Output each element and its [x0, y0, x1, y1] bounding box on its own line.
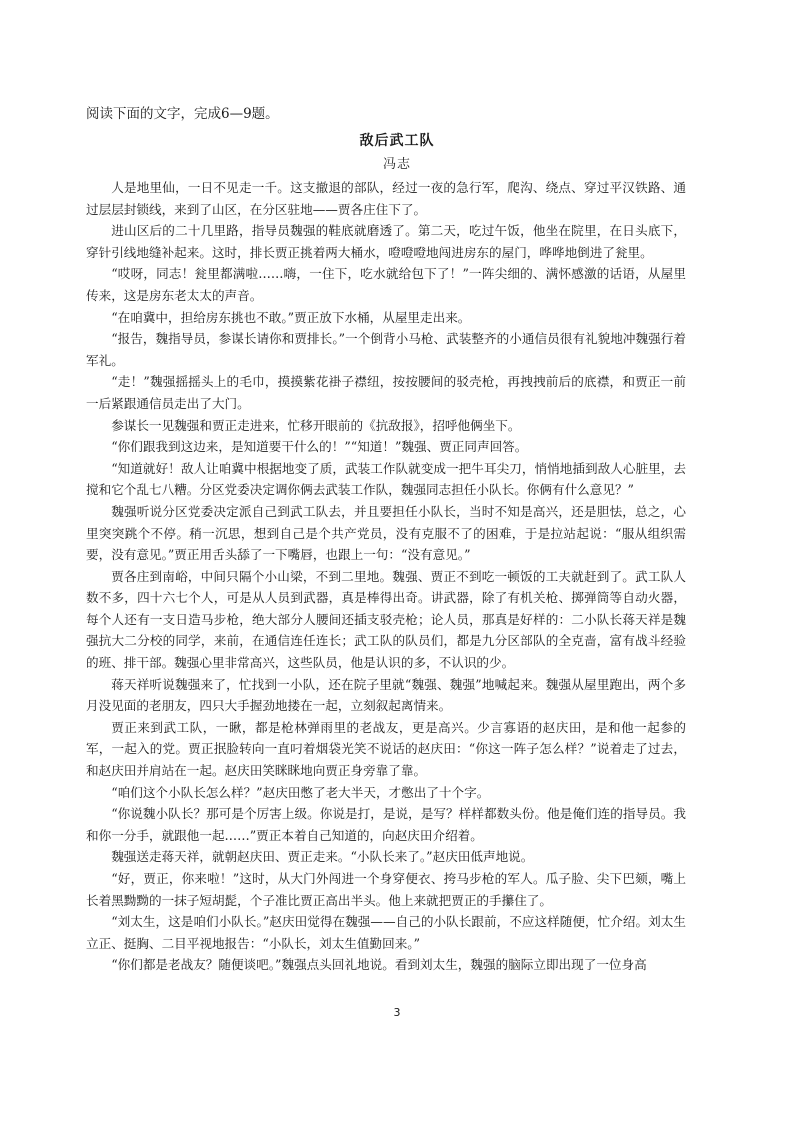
paragraph: “你说魏小队长？那可是个厉害上级。你说是打，是说，是写？样样都数头份。他是俺们连的指导员。我和你一分手，就跟他一起……”贾正本着自己知道的，向赵庆田介绍着。 [86, 806, 686, 843]
paragraph: 进山区后的二十几里路，指导员魏强的鞋底就磨透了。第二天，吃过午饭，他坐在院里，在日头底下，穿针引线地缝补起来。这时，排长贾正挑着两大桶水，噔噔噔地闯进房东的屋门，哗哗地倒进了瓮里。 [86, 223, 686, 260]
paragraph: 贾各庄到南峪，中间只隔个小山梁，不到二里地。魏强、贾正不到吃一顿饭的工夫就赶到了。武工队人数不多，四十六七个人，可是从人员到武器，真是棒得出奇。讲武器，除了有机关枪、掷弹筒等自动火器，每个人还有一支日造马步枪，绝大部分人腰间还插支驳壳枪；论人员，那真是好样的：二小队长蒋天祥是魏强抗大二分校的同学，来前，在通信连任连长；武工队的队员们，都是九分区部队的全克啬，富有战斗经验的班、排干部。魏强心里非常高兴，这些队员，他是认识的多，不认识的少。 [86, 568, 686, 671]
paragraph: “你们跟我到这边来，是知道要干什么的！”“知道！”魏强、贾正同声回答。 [111, 439, 528, 455]
paragraph: “报告，魏指导员，参谋长请你和贾排长。”一个倒背小马枪、武装整齐的小通信员很有礼貌地冲魏强行着军礼。 [86, 331, 686, 368]
paragraph: 贾正来到武工队，一瞅，都是枪林弹雨里的老战友，更是高兴。少言寡语的赵庆田，是和他一起参的军，一起入的党。贾正抿脸转向一直叼着烟袋光笑不说话的赵庆田：“你这一阵子怎么样？”说着走了过去，和赵庆田并肩站在一起。赵庆田笑眯眯地向贾正身旁靠了靠。 [86, 719, 686, 779]
paragraph: 蒋天祥听说魏强来了，忙找到一小队，还在院子里就“魏强、魏强”地喊起来。魏强从屋里跑出，两个多月没见面的老朋友，四只大手握劲地搂在一起，立刻叙起离情来。 [86, 676, 686, 714]
question-instruction: 阅读下面的文字，完成6—9题。 [86, 106, 279, 122]
paragraph: “咱们这个小队长怎么样？”赵庆田憋了老大半天，才憋出了十个字。 [111, 784, 490, 800]
paragraph: “知道就好！敌人让咱冀中根据地变了质，武装工作队就变成一把牛耳尖刀，悄悄地插到敌人心脏里，去搅和它个乱七八糟。分区党委决定调你俩去武装工作队，魏强同志担任小队长。你俩有什么意见？” [86, 460, 686, 498]
paragraph: “哎呀，同志！瓮里都满啦……嗨，一住下，吃水就给包下了！”一阵尖细的、满怀感激的话语，从屋里传来，这是房东老太太的声音。 [86, 266, 686, 303]
paragraph: “好，贾正，你来啦！”这时，从大门外闯进一个身穿便衣、挎马步枪的军人。瓜子脸、尖下巴颏，嘴上长着黑黝黝的一抹子短胡髭，个子准比贾正高出半头。他上来就把贾正的手攥住了。 [86, 871, 686, 908]
paragraph: 人是地里仙，一日不见走一千。这支撤退的部队，经过一夜的急行军，爬沟、绕点、穿过平汉铁路、通过层层封锁线，来到了山区，在分区驻地——贾各庄住下了。 [86, 180, 686, 217]
paragraph: “走！”魏强摇摇头上的毛巾，摸摸紫花褂子襟纽，按按腰间的驳壳枪，再拽拽前后的底襟，和贾正一前一后紧跟通信员走出了大门。 [86, 374, 686, 411]
article-author: 冯志 [382, 157, 411, 172]
paragraph: “你们都是老战友？随便谈吧。”魏强点头回礼地说。看到刘太生，魏强的脑际立即出现了一位身高 [111, 957, 647, 973]
paragraph: 参谋长一见魏强和贾正走进来，忙移开眼前的《抗敌报》，招呼他俩坐下。 [111, 417, 521, 433]
article-body [86, 177, 686, 976]
paragraph: “刘太生，这是咱们小队长。”赵庆田觉得在魏强——自己的小队长跟前，不应这样随便，忙介绍。刘太生立正、挺胸、二目平视地报告：“小队长，刘太生值勤回来。” [86, 914, 686, 951]
paragraph: 魏强送走蒋天祥，就朝赵庆田、贾正走来。“小队长来了。”赵庆田低声地说。 [111, 849, 534, 865]
page-number: 3 [393, 1006, 401, 1019]
paragraph: 魏强听说分区党委决定派自己到武工队去，并且要担任小队长，当时不知是高兴，还是胆怯，总之，心里突突跳个不停。稍一沉思，想到自己是个共产党员，没有克服不了的困难，于是拉站起说：“服从组织需要，没有意见。”贾正用舌头舔了一下嘴唇，也跟上一句：“没有意见。” [86, 503, 686, 563]
paragraph: “在咱冀中，担给房东挑也不敢。”贾正放下水桶，从屋里走出来。 [111, 309, 471, 325]
article-title: 敌后武工队 [359, 133, 435, 149]
